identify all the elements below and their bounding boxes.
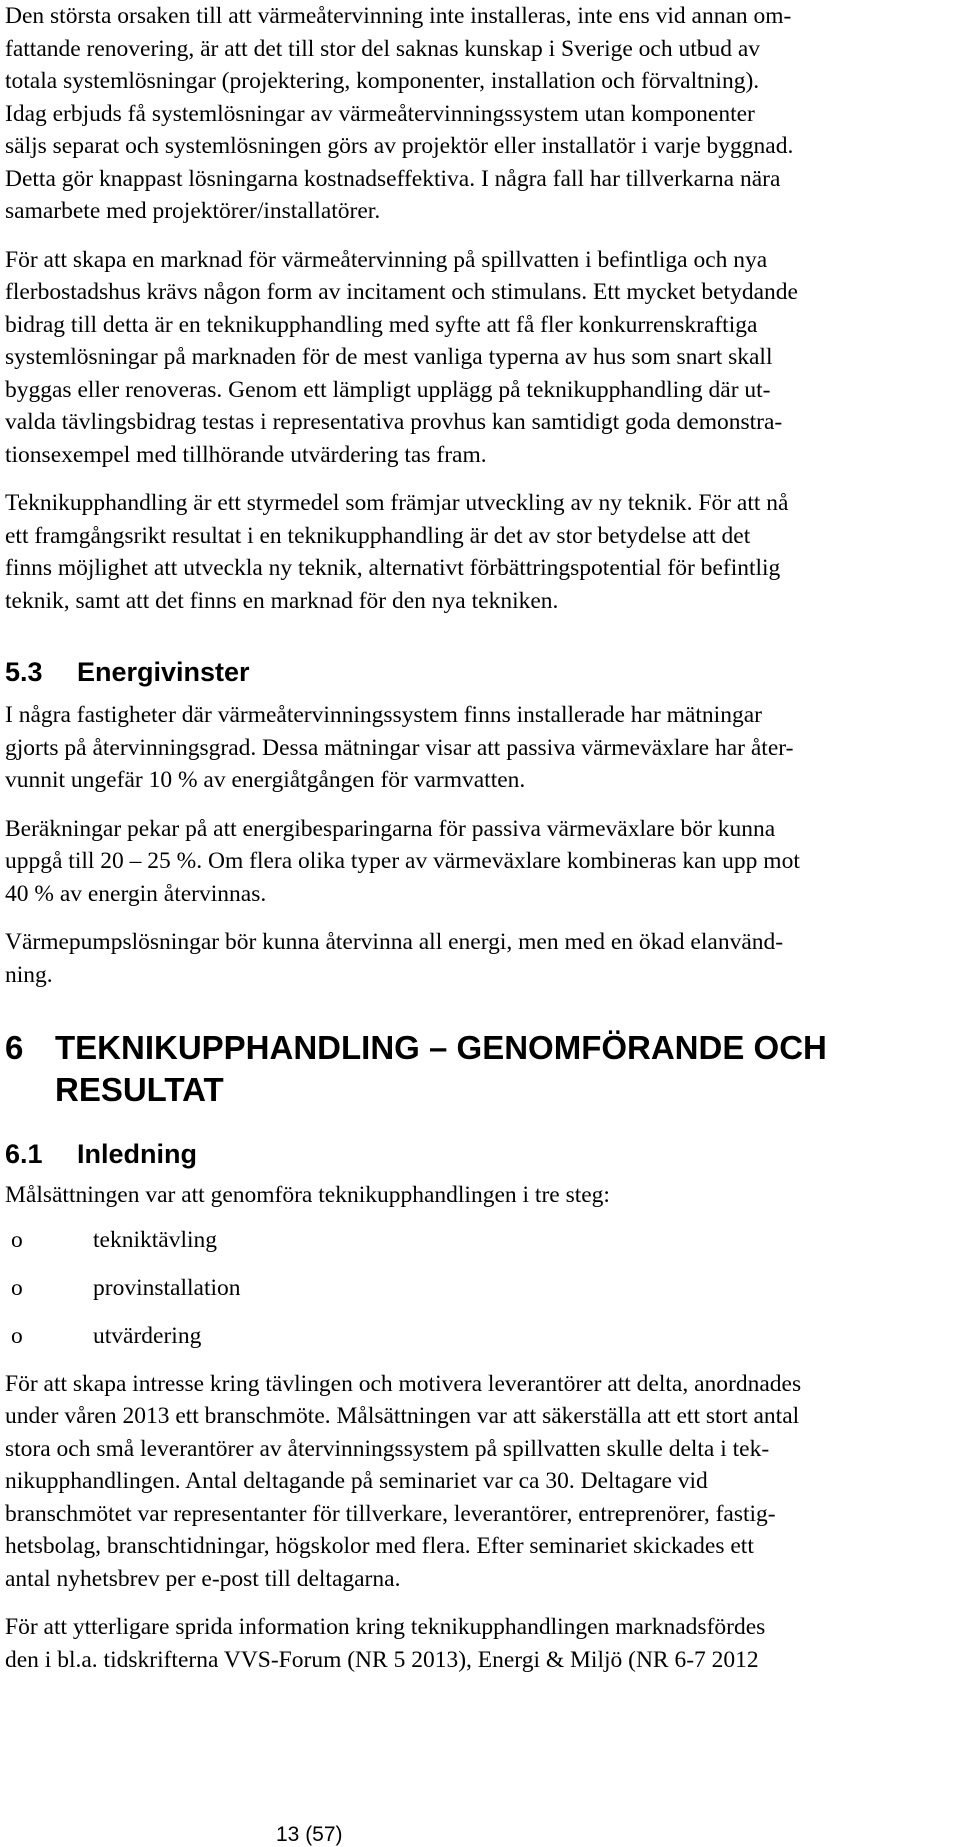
- chapter-title-line: RESULTAT: [55, 1071, 224, 1108]
- chapter-title-line: TEKNIKUPPHANDLING – GENOMFÖRANDE OCH: [55, 1029, 827, 1066]
- paragraph-5-3-3: [5, 926, 955, 991]
- text-line: flerbostadshus krävs någon form av incitament och stimulans. Ett mycket betydande: [5, 279, 798, 305]
- paragraph-top-1: [5, 0, 955, 228]
- text-line: Målsättningen var att genomföra teknikupphandlingen i tre steg:: [5, 1182, 610, 1208]
- text-line: antal nyhetsbrev per e-post till deltagarna.: [5, 1565, 401, 1592]
- text-line: säljs separat och systemlösningen görs av projektör eller installatör i varje byggnad.: [5, 133, 794, 159]
- section-heading-5-3: [5, 655, 955, 689]
- text-line: För att skapa intresse kring tävlingen och motivera leverantörer att delta, anordnades: [5, 1370, 802, 1397]
- paragraph-6-1-2: [5, 1611, 955, 1676]
- list-item: [5, 1224, 955, 1272]
- document-page: [5, 0, 955, 1676]
- text-line: Idag erbjuds få systemlösningar av värmeåtervinningssystem utan komponenter: [5, 100, 755, 127]
- text-line: tionsexempel med tillhörande utvärdering tas fram.: [5, 441, 487, 468]
- paragraph-top-2: [5, 244, 955, 472]
- text-line: finns möjlighet att utveckla ny teknik, alternativt förbättringspotential för befintlig: [5, 555, 781, 581]
- text-line: För att skapa en marknad för värmeåtervinning på spillvatten i befintliga och nya: [5, 246, 768, 273]
- paragraph-5-3-1: [5, 699, 955, 797]
- text-line: fattande renovering, är att det till stor del saknas kunskap i Sverige och utbud av: [5, 35, 761, 62]
- text-line: Detta gör knappast lösningarna kostnadseffektiva. I några fall har tillverkarna nära: [5, 165, 781, 192]
- text-line: bidrag till detta är en teknikupphandling med syfte att få fler konkurrenskraftiga: [5, 311, 758, 338]
- paragraph-6-1-intro: [5, 1179, 955, 1212]
- text-line: nikupphandlingen. Antal deltagande på seminariet var ca 30. Deltagare vid: [5, 1468, 708, 1494]
- text-line: den i bl.a. tidskrifterna VVS-Forum (NR 5 2013), Energi & Miljö (NR 6-7 2012: [5, 1646, 759, 1673]
- text-line: uppgå till 20 – 25 %. Om flera olika typer av värmeväxlare kombineras kan upp mot: [5, 848, 800, 874]
- list-item-text: provinstallation: [93, 1274, 241, 1301]
- text-line: För att ytterligare sprida information kring teknikupphandlingen marknadsfördes: [5, 1614, 766, 1640]
- text-line: ett framgångsrikt resultat i en teknikupphandling är det av stor betydelse att det: [5, 522, 751, 549]
- text-line: under våren 2013 ett branschmöte. Målsättningen var att säkerställa att ett stort antal: [5, 1403, 800, 1429]
- text-line: Den största orsaken till att värmeåtervinning inte installeras, inte ens vid annan om-: [5, 3, 792, 29]
- text-line: Beräkningar pekar på att energibesparingarna för passiva värmeväxlare bör kunna: [5, 815, 776, 842]
- bullet-marker: o: [11, 1322, 23, 1349]
- text-line: 40 % av energin återvinnas.: [5, 880, 267, 907]
- chapter-heading-6: [5, 1027, 955, 1111]
- text-line: I några fastigheter där värmeåtervinningssystem finns installerade har mätningar: [5, 702, 762, 728]
- chapter-title: [55, 1027, 827, 1111]
- section-title: Inledning: [77, 1139, 197, 1169]
- paragraph-6-1-1: [5, 1368, 955, 1596]
- text-line: ning.: [5, 961, 53, 988]
- text-line: systemlösningar på marknaden för de mest vanliga typerna av hus som snart skall: [5, 344, 773, 370]
- text-line: valda tävlingsbidrag testas i representativa provhus kan samtidigt goda demonstra-: [5, 409, 783, 435]
- section-number: 5.3: [5, 657, 43, 687]
- text-line: byggas eller renoveras. Genom ett lämpligt upplägg på teknikupphandling där ut-: [5, 376, 771, 403]
- text-line: Teknikupphandling är ett styrmedel som främjar utveckling av ny teknik. För att nå: [5, 490, 789, 516]
- text-line: totala systemlösningar (projektering, komponenter, installation och förvaltning).: [5, 68, 760, 94]
- list-item: [5, 1272, 955, 1320]
- section-number: 6.1: [5, 1139, 43, 1169]
- chapter-number: 6: [5, 1029, 24, 1066]
- text-line: vunnit ungefär 10 % av energiåtgången för varmvatten.: [5, 767, 526, 793]
- list-item-text: tekniktävling: [93, 1226, 218, 1253]
- text-line: hetsbolag, branschtidningar, högskolor med flera. Efter seminariet skickades ett: [5, 1533, 754, 1559]
- paragraph-5-3-2: [5, 813, 955, 911]
- text-line: teknik, samt att det finns en marknad för den nya tekniken.: [5, 587, 559, 614]
- section-heading-6-1: [5, 1137, 955, 1171]
- steps-list: [5, 1224, 955, 1368]
- section-title: Energivinster: [77, 657, 250, 687]
- list-item-text: utvärdering: [93, 1322, 202, 1349]
- bullet-marker: o: [11, 1226, 23, 1253]
- paragraph-top-3: [5, 487, 955, 617]
- text-line: branschmötet var representanter för tillverkare, leverantörer, entreprenörer, fastig-: [5, 1500, 776, 1527]
- bullet-marker: o: [11, 1274, 23, 1301]
- page-number: 13 (57): [276, 1823, 343, 1846]
- text-line: samarbete med projektörer/installatörer.: [5, 198, 381, 224]
- text-line: Värmepumpslösningar bör kunna återvinna all energi, men med en ökad elanvänd-: [5, 929, 784, 955]
- text-line: gjorts på återvinningsgrad. Dessa mätningar visar att passiva värmeväxlare har åter-: [5, 734, 794, 761]
- text-line: stora och små leverantörer av återvinningssystem på spillvatten skulle delta i tek-: [5, 1435, 770, 1462]
- list-item: [5, 1320, 955, 1368]
